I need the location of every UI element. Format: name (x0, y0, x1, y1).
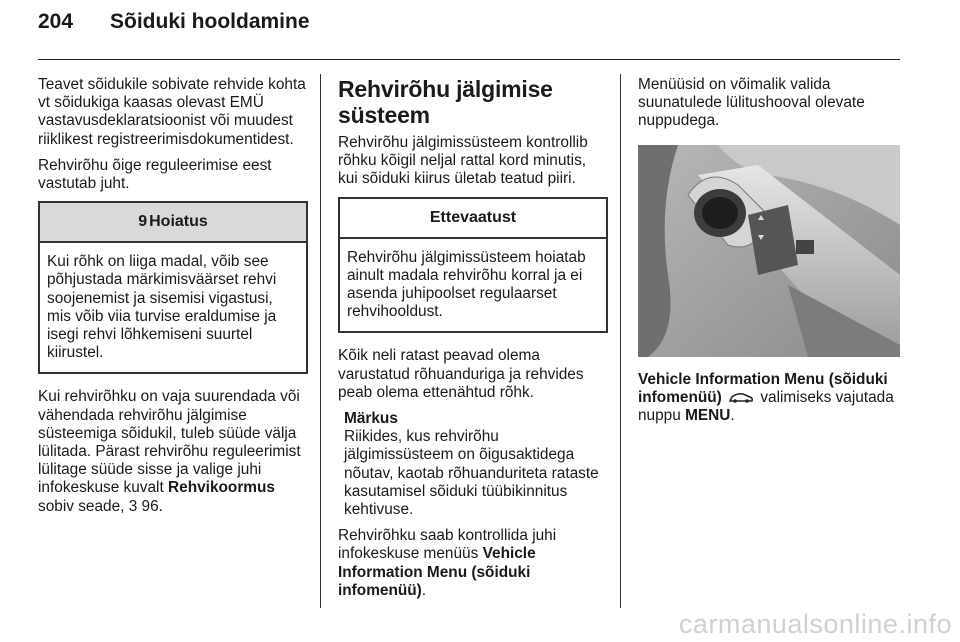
watermark: carmanualsonline.info (678, 609, 952, 639)
paragraph: Rehvirõhu õige reguleerimise eest vastutab juht. (38, 156, 272, 193)
caution-text: Rehvirõhu jälgimissüsteem hoiatab ainult madala rehvirõhu korral ja ei asenda juhipoolset regulaarset rehvihooldust. (347, 248, 586, 321)
column-2 (338, 76, 608, 608)
paragraph: Menüüsid on võimalik valida suunatulede lülitushooval olevate nuppudega. (638, 76, 865, 130)
column-3 (638, 76, 908, 433)
warning-title: Hoiatus (149, 213, 208, 231)
page-header (38, 10, 310, 34)
page-number: 204 (38, 10, 74, 33)
column-1 (38, 76, 308, 524)
menu-item-reference: Rehvikoormus (168, 479, 275, 497)
menu-button-label: MENU (685, 407, 731, 425)
warning-triangle-icon: 9 (138, 213, 148, 231)
warning-box (38, 201, 308, 374)
page-reference[interactable]: 96. (141, 497, 163, 515)
header-rule (38, 59, 900, 60)
menu-name: Vehicle Information Menu (sõiduki infomenüü) (638, 370, 888, 406)
paragraph: Vehicle Information Menu (sõiduki infomenüü) valimiseks vajutada nuppu MENU. (638, 370, 894, 425)
paragraph: Kõik neli ratast peavad olema varustatud rõhuanduriga ja rehvides peab olema ettenähtud rõhk. (338, 347, 584, 401)
column-divider-2 (620, 74, 621, 608)
page-reference-icon: 3 (128, 497, 138, 515)
note-text: Riikides, kus rehvirõhu jälgimissüsteem on õigusaktidega nõutav, kaotab rõhuanduriteta rataste kasutamisel sõiduki tüübikinnitus kehtivuse. (344, 428, 599, 519)
warning-text: Kui rõhk on liiga madal, võib see põhjustada märkimisväärset rehvi soojenemist ja sisemisi vigastusi, mis võib viia turvise eraldumise ja isegi rehvi lõhkemiseni suurtel kiirustel. (47, 253, 277, 362)
stalk-photo (638, 145, 900, 357)
note-title: Märkus (344, 410, 398, 428)
paragraph: Teavet sõidukile sobivate rehvide kohta vt sõidukiga kaasas olevast EMÜ vastavusdeklaratsioonist või muudest riiklikest registreerimisdokumentidest. (38, 76, 306, 148)
caution-title: Ettevaatust (340, 199, 606, 239)
car-icon (728, 392, 754, 404)
section-heading: Rehvirõhu jälgimise süsteem (338, 76, 553, 128)
column-divider-1 (320, 74, 321, 608)
paragraph: Rehvirõhu jälgimissüsteem kontrollib rõhku kõigil neljal rattal kord minutis, kui sõiduki kiirus ületab teatud piiri. (338, 134, 588, 188)
menu-name: Vehicle Information Menu (sõiduki infomenüü) (338, 545, 536, 599)
caution-box (338, 197, 608, 334)
page-title: Sõiduki hooldamine (110, 10, 310, 33)
note (338, 410, 608, 519)
paragraph: Rehvirõhku saab kontrollida juhi infokeskuse menüüs Vehicle Information Menu (sõiduki infomenüü). (338, 527, 557, 599)
warning-header (40, 203, 306, 243)
paragraph: Kui rehvirõhku on vaja suurendada või vähendada rehvirõhu jälgimise süsteemiga sõidukil, tuleb süüde välja lülitada. Pärast rehvirõhu reguleerimist lülitage süüde sisse ja valige juhi infokeskuse kuvalt Rehvikoormus sobiv seade, 3 96. (38, 388, 301, 515)
